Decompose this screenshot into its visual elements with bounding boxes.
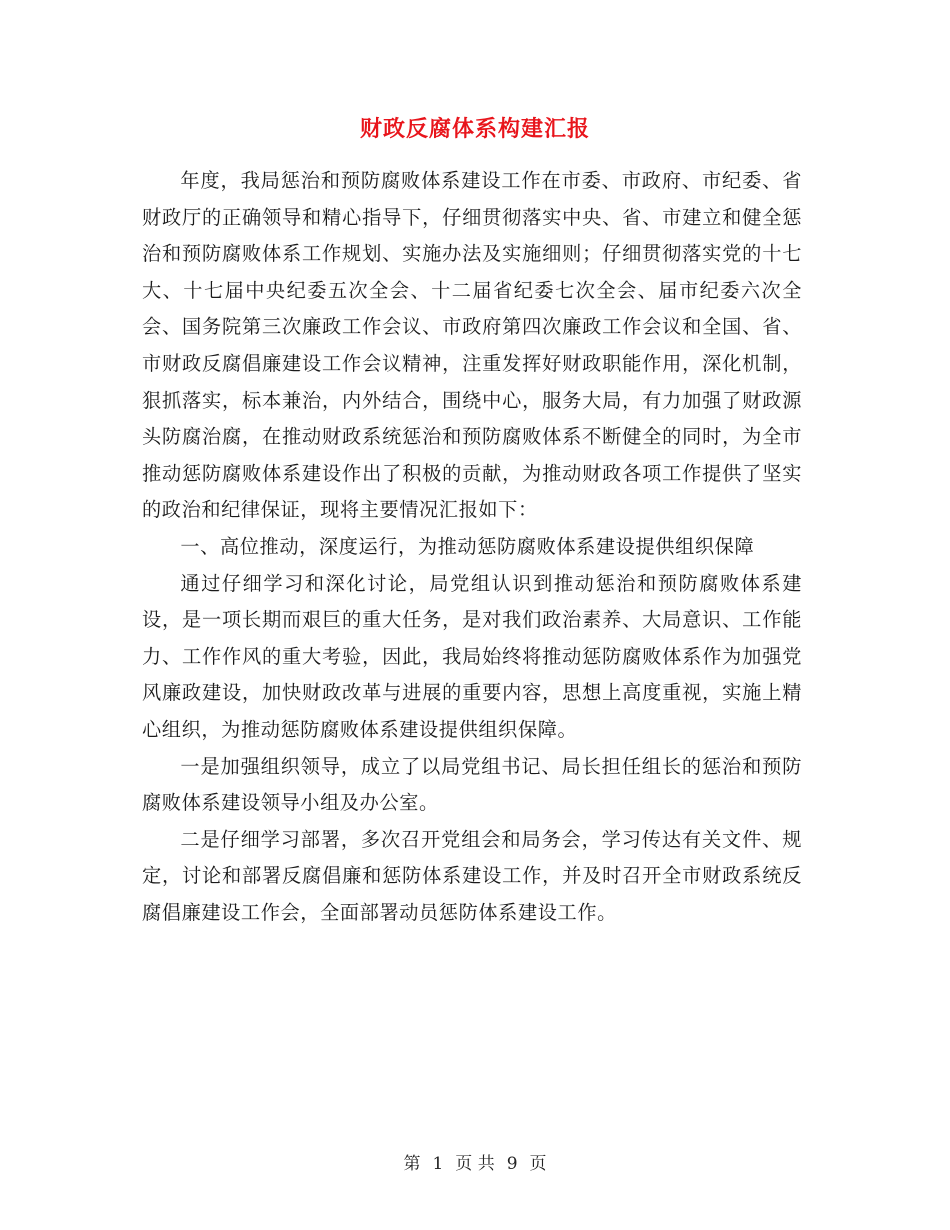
paragraph-intro: 年度，我局惩治和预防腐败体系建设工作在市委、市政府、市纪委、省财政厅的正确领导和精心指导下，仔细贯彻落实中央、省、市建立和健全惩治和预防腐败体系工作规划、实施办法及实施细则；仔细贯彻落实党的十七大、十七届中央纪委五次全会、十二届省纪委七次全会、届市纪委六次全会、国务院第三次廉政工作会议、市政府第四次廉政工作会议和全国、省、市财政反腐倡廉建设工作会议精神，注重发挥好财政职能作用，深化机制，狠抓落实，标本兼治，内外结合，围绕中心，服务大局，有力加强了财政源头防腐治腐，在推动财政系统惩治和预防腐败体系不断健全的同时，为全市推动惩防腐败体系建设作出了积极的贡献，为推动财政各项工作提供了坚实的政治和纪律保证，现将主要情况汇报如下： [142,169,802,522]
paragraph-section-1: 通过仔细学习和深化讨论，局党组认识到推动惩治和预防腐败体系建设，是一项长期而艰巨的重大任务，是对我们政治素养、大局意识、工作能力、工作作风的重大考验，因此，我局始终将推动惩防腐败体系作为加强党风廉政建设，加快财政改革与进展的重要内容，思想上高度重视，实施上精心组织，为推动惩防腐败体系建设提供组织保障。 [142,571,802,741]
page-footer [0,1152,950,1176]
footer-suffix: 页 [529,1154,547,1174]
paragraph-point-1: 一是加强组织领导，成立了以局党组书记、局长担任组长的惩治和预防腐败体系建设领导小组及办公室。 [142,754,802,815]
document-title: 财政反腐体系构建汇报 [359,116,590,142]
footer-prefix: 第 [403,1154,421,1174]
total-pages-number: 9 [506,1154,518,1174]
document-body [142,163,802,931]
section-heading-1: 一、高位推动，深度运行，为推动惩防腐败体系建设提供组织保障 [180,534,755,558]
paragraph-point-2: 二是仔细学习部署，多次召开党组会和局务会，学习传达有关文件、规定，讨论和部署反腐倡廉和惩防体系建设工作，并及时召开全市财政系统反腐倡廉建设工作会，全面部署动员惩防体系建设工作。 [142,827,802,924]
current-page-number: 1 [432,1154,444,1174]
footer-mid: 页 共 [455,1154,495,1174]
